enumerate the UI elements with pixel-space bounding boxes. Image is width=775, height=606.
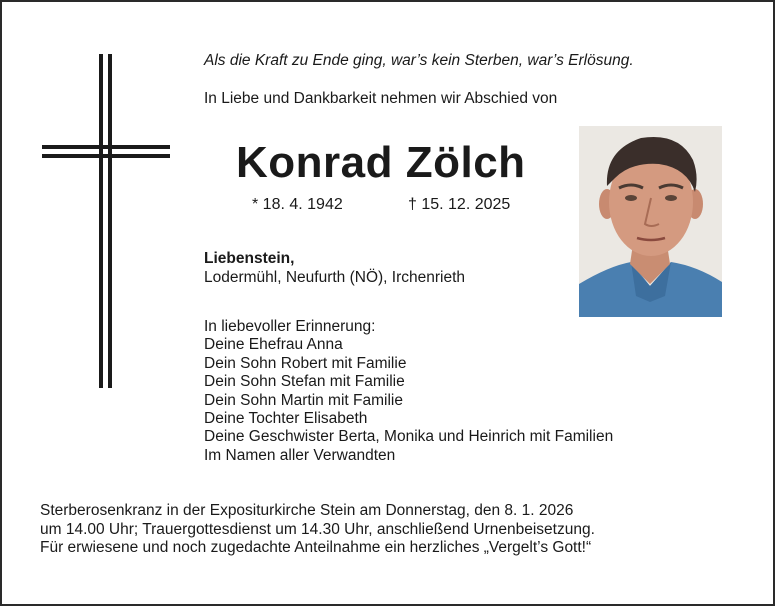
mourner-line: Deine Tochter Elisabeth: [204, 410, 368, 428]
cross-icon: [42, 54, 170, 388]
portrait-photo: [579, 126, 722, 317]
motto-text: Als die Kraft zu Ende ging, war’s kein Sterben, war’s Erlösung.: [204, 52, 634, 69]
mourner-line: Deine Geschwister Berta, Monika und Heinrich mit Familien: [204, 428, 614, 446]
residence-other: Lodermühl, Neufurth (NÖ), Irchenrieth: [204, 269, 466, 286]
mourner-line: Dein Sohn Martin mit Familie: [204, 391, 403, 409]
service-line: Für erwiesene und noch zugedachte Anteilnahme ein herzliches „Vergelt’s Gott!“: [40, 539, 592, 556]
mourners-list: [204, 318, 613, 465]
death-date: † 15. 12. 2025: [408, 196, 511, 213]
birth-date: * 18. 4. 1942: [252, 196, 343, 213]
intro-text: In Liebe und Dankbarkeit nehmen wir Abschied von: [204, 90, 558, 107]
deceased-name: Konrad Zölch: [236, 138, 526, 187]
service-line: um 14.00 Uhr; Trauergottesdienst um 14.30 Uhr, anschließend Urnenbeisetzung.: [40, 520, 595, 538]
service-info: [40, 502, 595, 558]
mourner-line: Deine Ehefrau Anna: [204, 336, 343, 354]
residence-main: Liebenstein,: [204, 250, 295, 267]
mourner-line: Dein Sohn Robert mit Familie: [204, 354, 407, 372]
mourner-line: Im Namen aller Verwandten: [204, 446, 396, 464]
mourner-line: Dein Sohn Stefan mit Familie: [204, 373, 405, 391]
mourners-heading: In liebevoller Erinnerung:: [204, 318, 376, 335]
service-line: Sterberosenkranz in der Expositurkirche Stein am Donnerstag, den 8. 1. 2026: [40, 502, 574, 519]
